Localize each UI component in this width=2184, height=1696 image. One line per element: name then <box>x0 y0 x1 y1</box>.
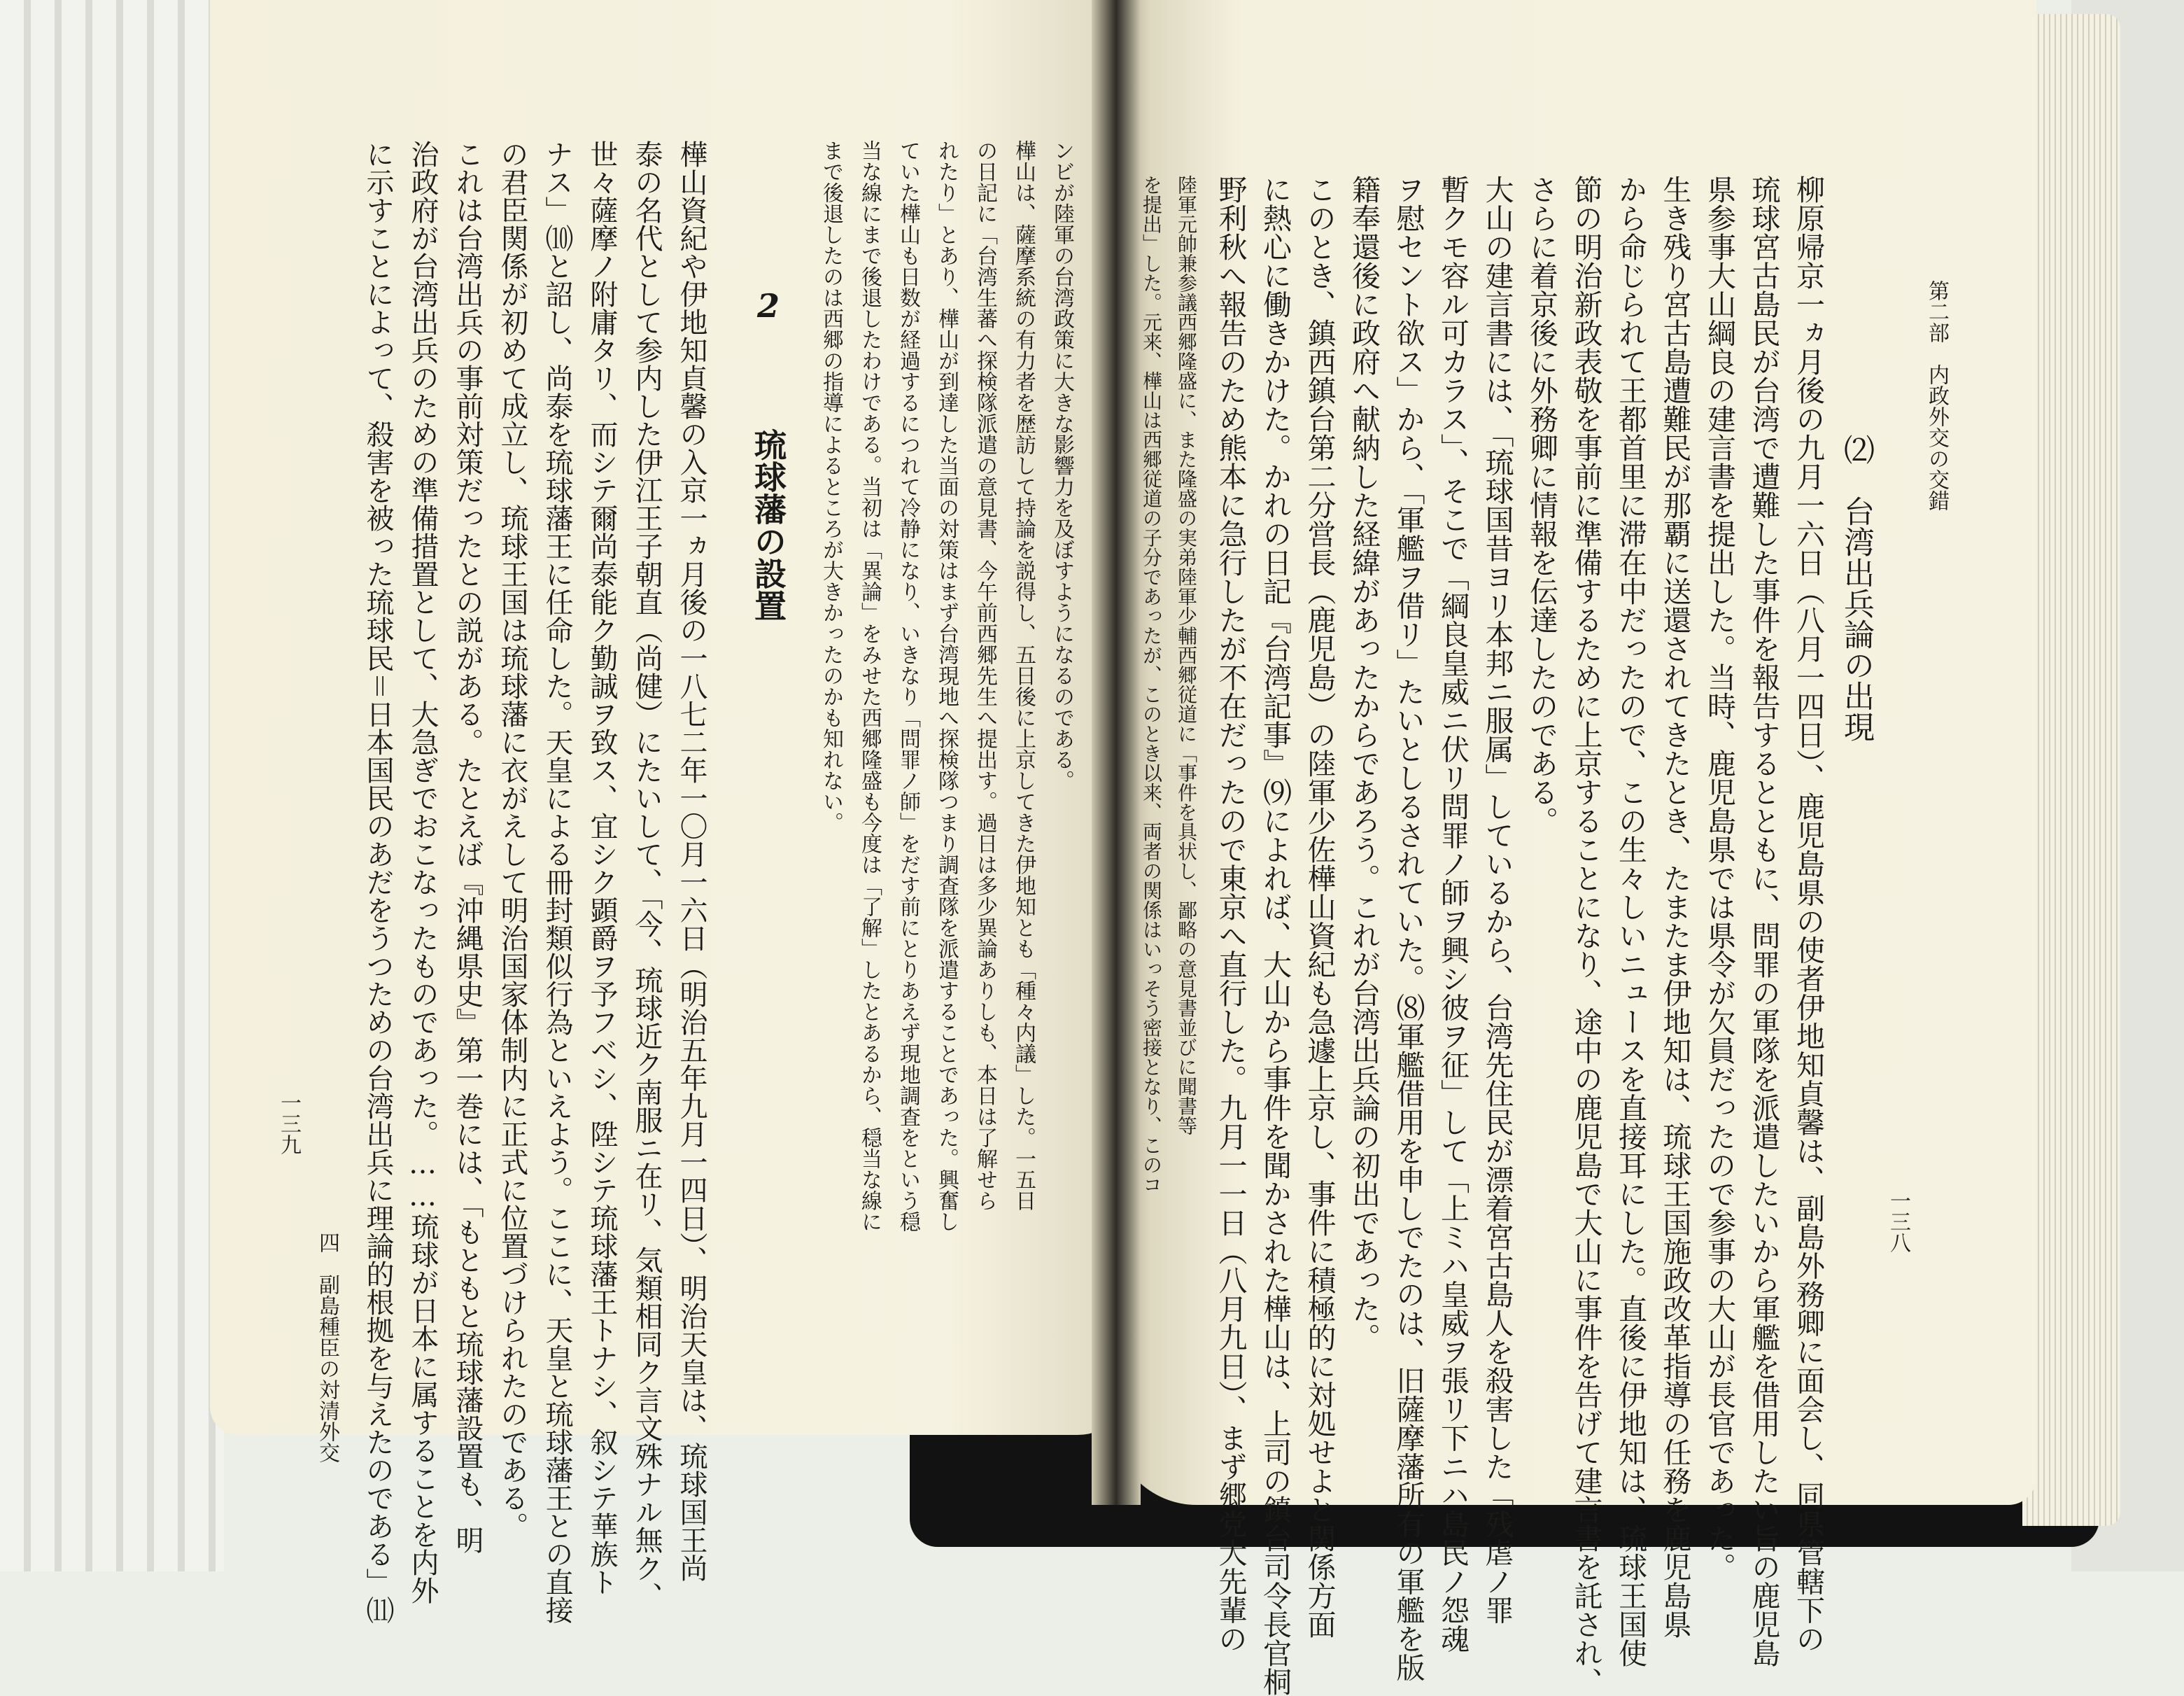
text-line: 世々薩摩ノ附庸タリ、而シテ爾尚泰能ク勤誠ヲ致ス、宜シク顕爵ヲ予フベシ、陞シテ琉球藩王トナシ、叙シテ華族ト <box>586 140 618 1596</box>
right-page-notes <box>1134 175 1204 1211</box>
text-line: に示すことによって、殺害を被った琉球民＝日本国民のあだをうつための台湾出兵に理論的根拠を与えたのである」⑾ <box>362 140 394 1624</box>
text-line: 泰の名代として参内した伊江王子朝直（尚健）にたいして、「今、琉球近ク南服ニ在リ、気類相同ク言文殊ナル無ク、 <box>630 140 663 1610</box>
right-page-body <box>1213 175 1830 1696</box>
text-line: さらに着京後に外務卿に情報を伝達したのである。 <box>1525 175 1558 835</box>
note-line: ていた樺山も日数が経過するにつれて冷静になり、いきなり「問罪ノ師」をだす前にとりあえず現地調査をという穏 <box>896 140 920 1232</box>
text-line: 暫クモ容ル可カラス」、そこで「綱良皇威ニ伏リ問罪ノ師ヲ興シ彼ヲ征」して「上ミハ皇威ヲ張リ下ニハ島民ノ怨魂 <box>1436 175 1470 1653</box>
note-line: 当な線にまで後退したわけである。当初は「異論」をみせた西郷隆盛も今度は「了解」したとあるから、穏当な線に <box>857 140 882 1232</box>
text-line: 琉球宮古島民が台湾で遭難した事件を報告するとともに、問罪の軍隊を派遣したいから軍艦を借用したい旨の鹿児島 <box>1747 175 1781 1667</box>
text-line: ナス」⑽と詔し、尚泰を琉球藩王に任命した。天皇による冊封類似行為といえよう。ここに、天皇と琉球藩王との直接 <box>541 140 573 1624</box>
note-line: 陸軍元帥兼参議西郷隆盛に、また隆盛の実弟陸軍少輔西郷従道に「事件を具状し、鄙略の意見書並びに聞書等 <box>1175 175 1198 1135</box>
text-line: ヲ慰セント欲ス」から、「軍艦ヲ借リ」たいとしるされていた。⑻軍艦借用を申しでたのは、旧薩摩藩所有の軍艦を版 <box>1391 175 1425 1682</box>
text-line: 県参事大山綱良の建言書を提出した。当時、鹿児島県では県令が欠員だったので参事の大山が長官であった。 <box>1703 175 1736 1581</box>
page-edges <box>2022 14 2120 1526</box>
text-line: 籍奉還後に政府へ献納した経緯があったからであろう。これが台湾出兵論の初出であった。 <box>1347 175 1381 1352</box>
text-line: 柳原帰京一ヵ月後の九月一六日（八月一四日）、鹿児島県の使者伊地知貞馨は、副島外務卿に面会し、同県管轄下の <box>1791 175 1825 1653</box>
running-head-right: 第二部 内政外交の交錯 <box>1924 280 1949 511</box>
left-page-body <box>336 140 714 1624</box>
text-line: 樺山資紀や伊地知貞馨の入京一ヵ月後の一八七二年一〇月一六日（明治五年九月一四日）、明治天皇は、琉球国王尚 <box>675 140 707 1582</box>
page-number-left: 一三九 <box>276 1092 301 1155</box>
text-line: から命じられて王都首里に滞在中だったので、この生々しいニュースを直接耳にした。直後に伊地知は、琉球王国使 <box>1614 175 1647 1667</box>
text-line: に熱心に働きかけた。かれの日記『台湾記事』⑼によれば、大山から事件を聞かされた樺山は、上司の鎮台司令長官桐 <box>1258 175 1292 1696</box>
text-line: これは台湾出兵の事前対策だったとの説がある。たとえば『沖縄県史』第一巻には、「もともと琉球藩設置も、明 <box>451 140 484 1554</box>
section-heading <box>745 287 791 622</box>
note-line: ンビが陸軍の台湾政策に大きな影響力を及ぼすようになるのである。 <box>1050 140 1074 791</box>
note-line: の日記に「台湾生蕃へ探検隊派遣の意見書、今午前西郷先生へ提出す。過日は多少異論ありしも、本日は了解せら <box>973 140 997 1211</box>
text-line: 節の明治新政表敬を事前に準備するために上京することになり、途中の鹿児島で大山に事件を告げて建言書を託され、 <box>1569 175 1603 1696</box>
text-line: 治政府が台湾出兵のための準備措置として、大急ぎでおこなったものであった。……琉球が日本に属することを内外 <box>407 140 439 1604</box>
note-line: 樺山は、薩摩系統の有力者を歴訪して持論を説得し、五日後に上京してきた伊地知とも「種々内議」した。一五日 <box>1011 140 1036 1211</box>
note-line: まで後退したのは西郷の指導によるところが大きかったのかも知れない。 <box>819 140 843 833</box>
text-line: 生き残り宮古島遭難民が那覇に送還されてきたとき、たまたま伊地知は、琉球王国施政改革指導の任務を鹿児島県 <box>1658 175 1692 1639</box>
note-line: を提出」した。元来、樺山は西郷従道の子分であったが、このとき以来、両者の関係はいっそう密接となり、このコ <box>1140 175 1163 1194</box>
text-line: の君臣関係が初めて成立し、琉球王国は琉球藩に衣がえして明治国家体制内に正式に位置づけられたのである。 <box>496 140 528 1540</box>
text-line: 野利秋へ報告のため熊本に急行したが不在だったので東京へ直行した。九月一一日（八月九日）、まず郷党大先輩の <box>1213 175 1248 1653</box>
section-title: 琉球藩の設置 <box>749 428 787 622</box>
background-stripes <box>0 0 224 1571</box>
note-line: れたり」とあり、樺山が到達した当面の対策はまず台湾現地へ探検隊つまり調査隊を派遣することであった。興奮し <box>934 140 959 1232</box>
text-line: 大山の建言書には、「琉球国昔ヨリ本邦ニ服属」しているから、台湾先住民が漂着宮古島人を殺害した「残虐ノ罪 <box>1480 175 1514 1625</box>
left-page-notes <box>812 140 1081 1316</box>
text-line: このとき、鎮西鎮台第二分営長（鹿児島）の陸軍少佐樺山資紀も急遽上京し、事件に積極的に対処せよと関係方面 <box>1302 175 1337 1639</box>
section-number: 2 <box>749 287 787 325</box>
running-head-left: 四 副島種臣の対清外交 <box>315 1232 339 1463</box>
subsection-heading: ⑵ 台湾出兵論の出現 <box>1838 434 1874 742</box>
page-number-right: 一三八 <box>1886 1190 1910 1253</box>
